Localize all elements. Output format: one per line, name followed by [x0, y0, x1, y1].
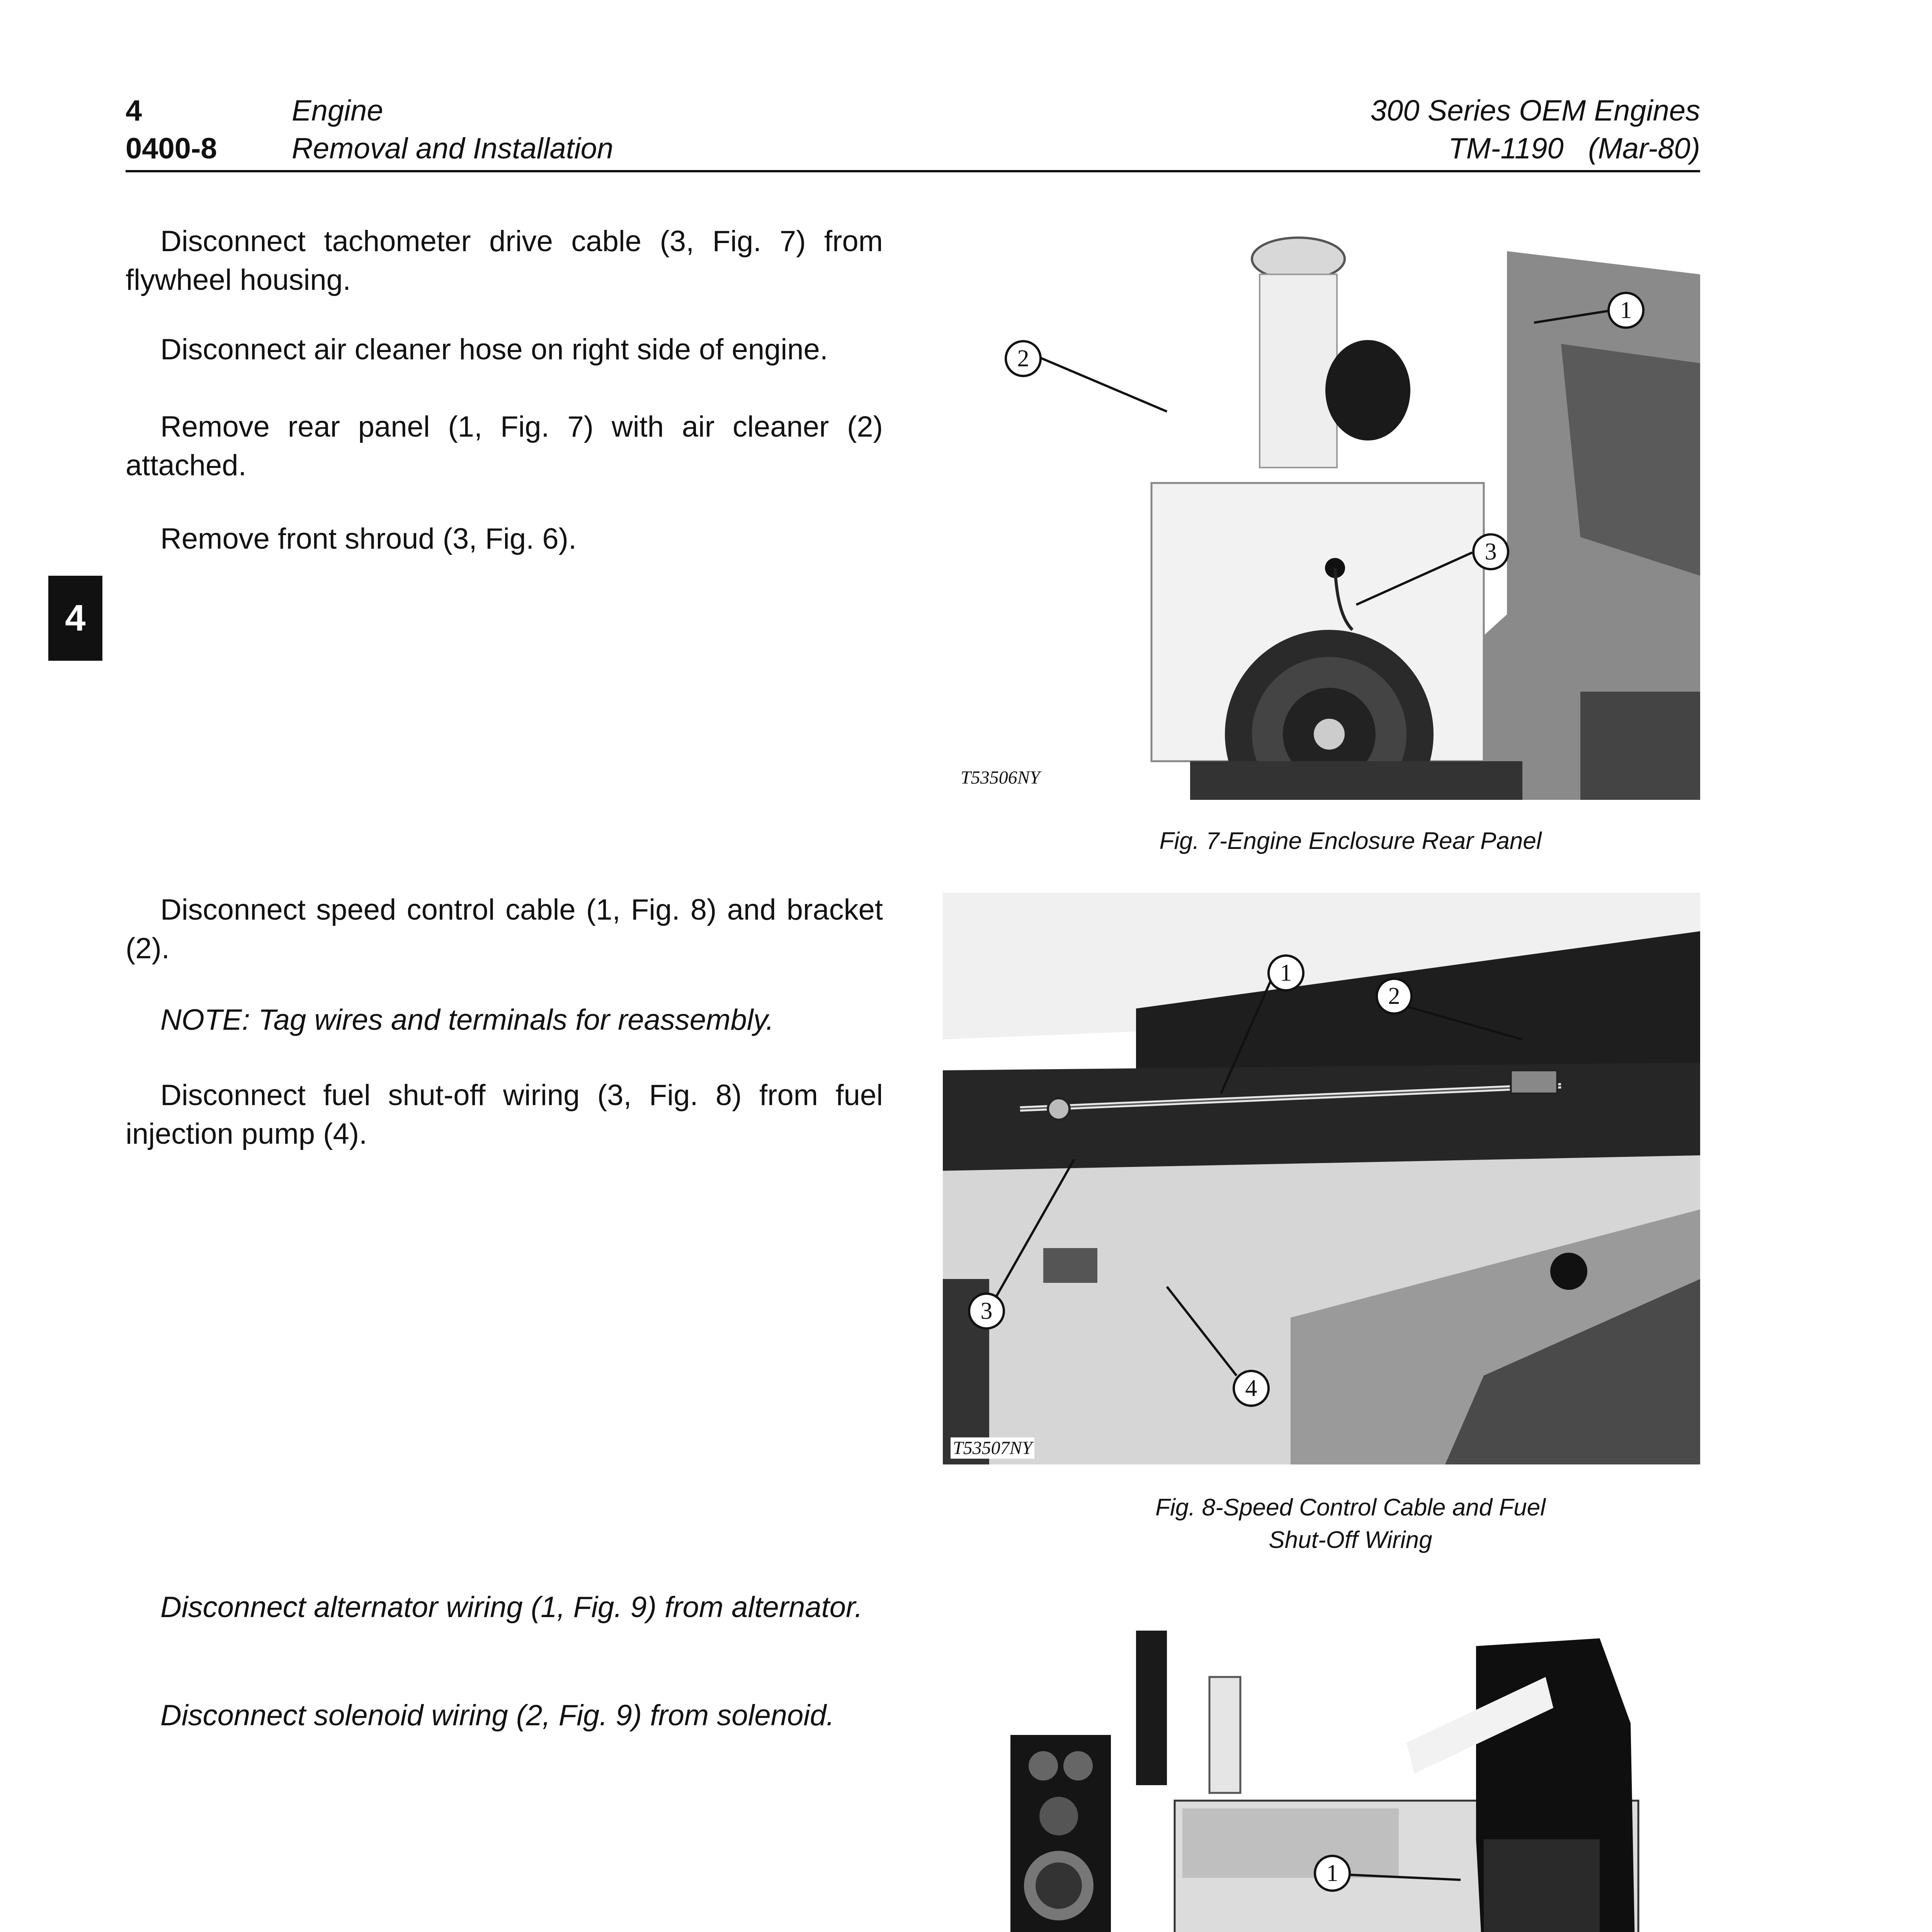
figure-9 — [943, 1607, 1700, 1932]
header-rule — [126, 170, 1700, 172]
figure-7 — [943, 228, 1700, 800]
figure-id: T53506NY — [958, 767, 1042, 788]
callout-2: 2 — [1376, 978, 1413, 1015]
header-right — [1371, 92, 1700, 168]
figure-8-caption — [943, 1492, 1758, 1556]
speed-control-cable-photo — [943, 893, 1700, 1464]
header-left — [126, 92, 613, 168]
instruction-rear-panel: Remove rear panel (1, Fig. 7) with air cleaner (2) attached. — [126, 410, 883, 482]
callout-3: 3 — [968, 1293, 1005, 1330]
instruction-tachometer: Disconnect tachometer drive cable (3, Fig. 7) from flywheel housing. — [126, 225, 883, 296]
callout-2: 2 — [1005, 340, 1042, 377]
note-tag-wires: NOTE: Tag wires and terminals for reassembly. — [160, 1003, 774, 1036]
section-subtitle: Removal and Installation — [292, 132, 614, 165]
instruction-front-shroud: Remove front shroud (3, Fig. 6). — [160, 522, 577, 555]
figure-8-caption-line2: Shut-Off Wiring — [1269, 1527, 1432, 1553]
instruction-air-cleaner-hose: Disconnect air cleaner hose on right side of engine. — [160, 333, 828, 366]
figure-7-caption: Fig. 7-Engine Enclosure Rear Panel — [1159, 828, 1542, 854]
page-number: 4 — [126, 94, 142, 127]
section-title: Engine — [292, 94, 383, 127]
figure-id: T53507NY — [951, 1437, 1034, 1459]
manual-code: TM-1190 (Mar-80) — [1448, 132, 1700, 165]
callout-1: 1 — [1607, 292, 1645, 329]
instruction-solenoid: Disconnect solenoid wiring (2, Fig. 9) from solenoid. — [160, 1699, 835, 1732]
section-code: 0400-8 — [126, 132, 217, 165]
callout-1: 1 — [1267, 954, 1304, 992]
figure-8 — [943, 893, 1700, 1464]
instruction-speed-control: Disconnect speed control cable (1, Fig. 8) and bracket (2). — [126, 893, 883, 965]
section-tab: 4 — [48, 576, 102, 661]
engine-rear-panel-photo — [943, 228, 1700, 800]
instruction-fuel-shutoff: Disconnect fuel shut-off wiring (3, Fig. 8) from fuel injection pump (4). — [126, 1079, 883, 1150]
figure-8-caption-line1: Fig. 8-Speed Control Cable and Fuel — [1155, 1494, 1546, 1521]
manual-title: 300 Series OEM Engines — [1370, 94, 1700, 127]
callout-3: 3 — [1472, 533, 1509, 570]
callout-4: 4 — [1233, 1370, 1270, 1407]
callout-1: 1 — [1314, 1855, 1351, 1892]
instruction-alternator: Disconnect alternator wiring (1, Fig. 9) from alternator. — [160, 1591, 863, 1624]
